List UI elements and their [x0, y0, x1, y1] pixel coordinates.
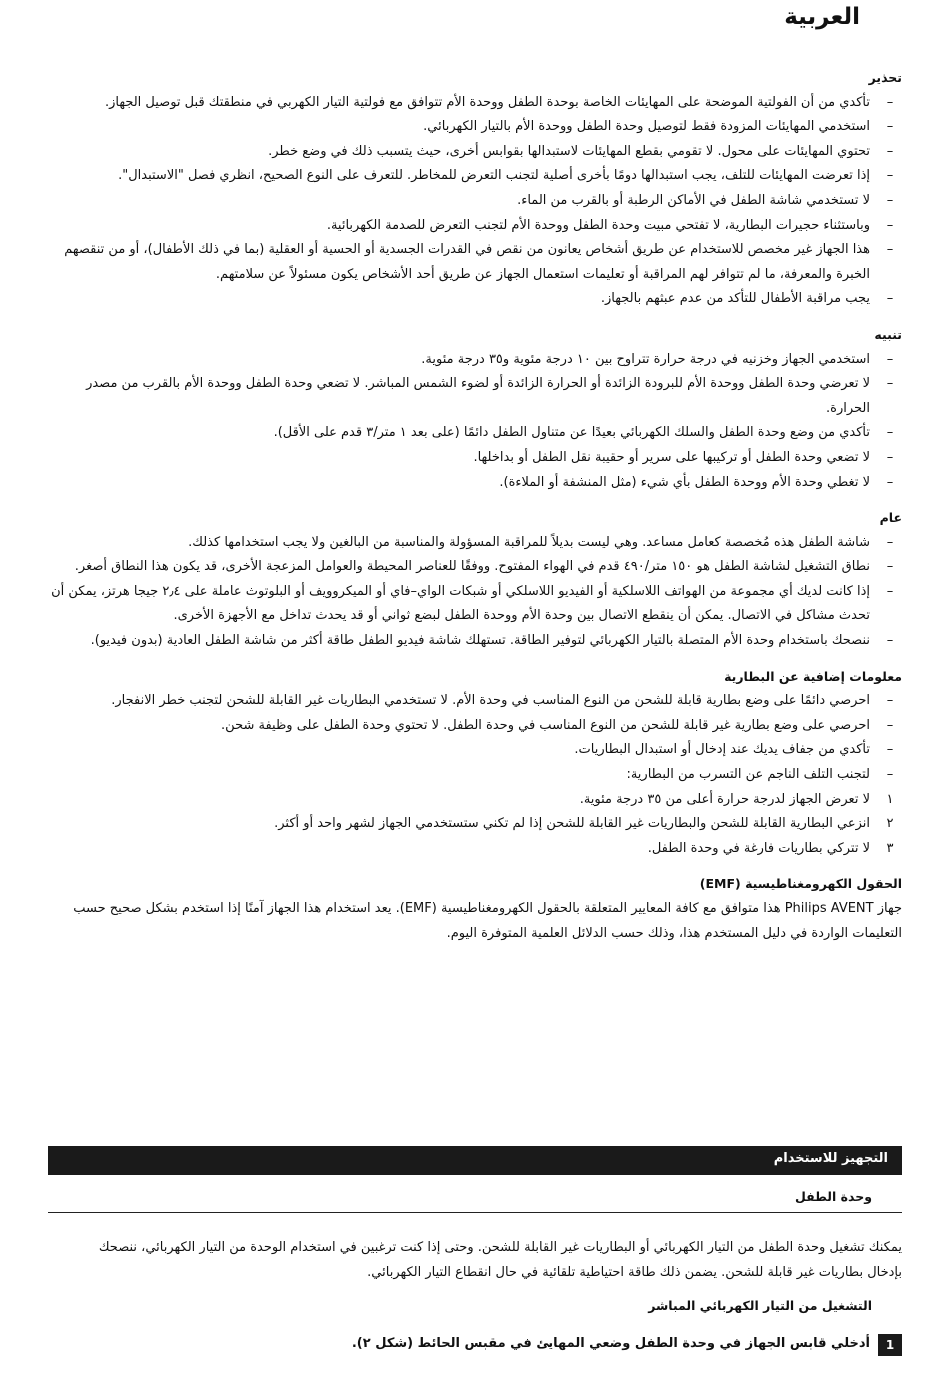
subheading-mains-power: التشغيل من التيار الكهربائي المباشر: [648, 1298, 872, 1313]
list-item: [47, 555, 902, 580]
list-item: [47, 763, 902, 788]
warning-list: [47, 91, 902, 312]
list-item: [47, 164, 902, 189]
list-item-text: تحتوي المهايئات على محول. لا تقومي بقطع المهايئات لاستبدالها بقوابس أخرى، حيث يتسبب ذلك في وضع خطر.: [268, 143, 870, 159]
list-marker: –: [886, 351, 894, 367]
battery-list: [47, 689, 902, 861]
list-item-text: لا تغطي وحدة الأم ووحدة الطفل بأي شيء (مثل المنشفة أو الملاءة).: [499, 474, 870, 490]
list-marker: –: [886, 217, 894, 233]
list-item-text: إذا كانت لديك أي مجموعة من الهواتف اللاسلكية أو الفيديو اللاسلكي أو شبكات الواي–فاي أو الميكروويف أو البلوتوث عاملة على ٢٫٤ جيجا هرتز، يمكن أن تحدث مشاكل في الاتصال. يمكن أن ينقطع الاتصال بين وحدة الأم ووحدة الطفل لبضع ثواني أو قد يحدث تداخل مع الأجهزة الأخرى.: [51, 583, 870, 624]
list-marker: –: [886, 717, 894, 733]
safety-content: [47, 66, 902, 958]
list-item-text: احرصي دائمًا على وضع بطارية قابلة للشحن من النوع المناسب في وحدة الأم. لا تستخدمي البطاريات غير القابلة للشحن لتجنب خطر الانفجار.: [111, 693, 870, 709]
list-marker: –: [886, 474, 894, 490]
subheading-baby-unit: وحدة الطفل: [794, 1189, 872, 1204]
list-item: [47, 446, 902, 471]
list-item-text: هذا الجهاز غير مخصص للاستخدام عن طريق أشخاص يعانون من نقص في القدرات الجسدية أو الحسية أو العقلية (بما في ذلك الأطفال)، أو من تنقصهم الخبرة والمعرفة، ما لم تتوافر لهم المراقبة أو تعليمات استعمال الجهاز عن طريق أحد الأشخاص يكون مسئولاً عن سلامتهم.: [64, 242, 870, 282]
list-marker: –: [886, 94, 894, 110]
general-list: [47, 531, 902, 654]
list-marker: ٢: [886, 816, 894, 832]
list-item: [47, 214, 902, 239]
list-marker: ١: [886, 791, 894, 807]
list-item: [47, 837, 902, 862]
language-title: العربية: [784, 4, 860, 30]
list-marker: –: [886, 559, 894, 575]
list-item-text: لتجنب التلف الناجم عن التسرب من البطارية:: [626, 767, 870, 783]
caution-list: [47, 348, 902, 496]
list-item-text: استخدمي الجهاز وخزنيه في درجة حرارة تتراوح بين ١٠ درجة مئوية و٣٥ درجة مئوية.: [421, 351, 870, 367]
list-marker: ٣: [886, 840, 894, 856]
list-item-text: استخدمي المهايئات المزودة فقط لتوصيل وحدة الطفل ووحدة الأم بالتيار الكهربائي.: [423, 119, 870, 135]
list-item-text: يجب مراقبة الأطفال للتأكد من عدم عبثهم بالجهاز.: [600, 291, 870, 307]
list-item: [47, 788, 902, 813]
list-item-text: إذا تعرضت المهايئات للتلف، يجب استبدالها دومًا بأخرى أصلية لتجنب التعرض للمخاطر. للتعرف على النوع الصحيح، انظري فصل "الاستبدال".: [118, 168, 870, 184]
list-item: [47, 738, 902, 763]
list-item: [47, 580, 902, 629]
list-marker: –: [886, 291, 894, 307]
list-item: [47, 140, 902, 165]
step-text: أدخلي قابس الجهاز في وحدة الطفل وضعي المهايئ في مقبس الحائط (شكل ٢).: [351, 1336, 870, 1351]
baby-unit-paragraph: يمكنك تشغيل وحدة الطفل من التيار الكهربائي أو البطاريات غير القابلة للشحن. وحتى إذا كنت ترغبين في استخدام الوحدة من التيار الكهربائي، ننصحك بإدخال بطاريات غير قابلة للشحن. يضمن ذلك طاقة احتياطية تلقائية في حال انقطاع التيار الكهربائي.: [98, 1240, 902, 1280]
list-marker: –: [886, 767, 894, 783]
list-item-text: تأكدي من جفاف يديك عند إدخال أو استبدال البطاريات.: [574, 742, 870, 758]
list-item-text: شاشة الطفل هذه مُخصصة كعامل مساعد. وهي ليست بديلاً للمراقبة المسؤولة والمناسبة من البالغين ولا يجب استخدامها كذلك.: [188, 534, 870, 550]
list-item-text: نطاق التشغيل لشاشة الطفل هو ١٥٠ متر/٤٩٠ قدم في الهواء المفتوح. ووفقًا للعناصر المحيطة والعوامل المزعجة الأخرى، قد يكون هذا النطاق أصغر.: [74, 559, 870, 575]
list-item-text: احرصي على وضع بطارية غير قابلة للشحن من النوع المناسب في وحدة الطفل. لا تحتوي وحدة الطفل على وظيفة شحن.: [221, 717, 870, 733]
list-item-text: تأكدي من وضع وحدة الطفل والسلك الكهربائي بعيدًا عن متناول الطفل دائمًا (على بعد ١ متر/٣ قدم على الأقل).: [273, 425, 870, 441]
list-item-text: لا تتركي بطاريات فارغة في وحدة الطفل.: [647, 840, 870, 856]
list-marker: –: [886, 192, 894, 208]
list-marker: –: [886, 583, 894, 599]
list-item-text: تأكدي من أن الفولتية الموضحة على المهايئات الخاصة بوحدة الطفل ووحدة الأم تتوافق مع فولتية التيار الكهربي في منطقتك قبل توصيل الجهاز.: [104, 94, 870, 110]
list-marker: –: [886, 242, 894, 258]
list-item: [47, 91, 902, 116]
list-marker: –: [886, 693, 894, 709]
list-marker: –: [886, 376, 894, 392]
step-number-badge: 1: [878, 1334, 902, 1356]
list-item: [47, 115, 902, 140]
list-item: [47, 287, 902, 312]
list-item: [47, 714, 902, 739]
list-item: [47, 471, 902, 496]
list-item-text: انزعي البطارية القابلة للشحن والبطاريات غير القابلة للشحن إذا لم تكني ستستخدمي الجهاز لشهر واحد أو أكثر.: [274, 816, 870, 832]
list-item: [47, 372, 902, 421]
list-marker: –: [886, 425, 894, 441]
list-item: [47, 812, 902, 837]
list-item-text: لا تعرض الجهاز لدرجة حرارة أعلى من ٣٥ درجة مئوية.: [579, 791, 870, 807]
band-title: التجهيز للاستخدام: [773, 1151, 888, 1166]
section-heading-battery-info: معلومات إضافية عن البطارية: [724, 668, 902, 684]
list-item: [47, 629, 902, 654]
list-item-text: لا تعرضي وحدة الطفل ووحدة الأم للبرودة الزائدة أو الحرارة الزائدة أو لضوء الشمس المباشر. لا تضعي وحدة الطفل ووحدة الأم بالقرب من مصدر الحرارة.: [86, 376, 870, 416]
section-heading-warning: تحذير: [868, 70, 902, 85]
list-item-text: وباستثناء حجيرات البطارية، لا تفتحي مبيت وحدة الطفل ووحدة الأم لتجنب التعرض للصدمة الكهربائية.: [326, 217, 870, 233]
list-marker: –: [886, 119, 894, 135]
list-item: [47, 421, 902, 446]
list-item-text: ننصحك باستخدام وحدة الأم المتصلة بالتيار الكهربائي لتوفير الطاقة. تستهلك شاشة فيديو الطفل طاقة أكثر من شاشة الطفل العادية (بدون فيديو).: [90, 633, 870, 649]
list-marker: –: [886, 449, 894, 465]
list-marker: –: [886, 742, 894, 758]
list-item: [47, 238, 902, 287]
divider: [48, 1212, 902, 1213]
list-marker: –: [886, 534, 894, 550]
list-marker: –: [886, 168, 894, 184]
list-item: [47, 189, 902, 214]
list-item-text: لا تستخدمي شاشة الطفل في الأماكن الرطبة أو بالقرب من الماء.: [517, 192, 870, 208]
section-heading-emf: الحقول الكهرومغناطيسية (EMF): [699, 876, 902, 892]
list-marker: –: [886, 143, 894, 159]
list-item: [47, 348, 902, 373]
list-item: [47, 531, 902, 556]
section-band: [48, 1146, 902, 1175]
list-item: [47, 689, 902, 714]
list-marker: –: [886, 633, 894, 649]
section-heading-caution: تنبيه: [874, 326, 902, 342]
emf-paragraph: جهاز Philips AVENT هذا متوافق مع كافة المعايير المتعلقة بالحقول الكهرومغناطيسية (EMF). يعد استخدام هذا الجهاز آمنًا إذا استخدم بشكل صحيح حسب التعليمات الواردة في دليل المستخدم هذا، وذلك حسب الدلائل العلمية المتوفرة اليوم.: [73, 901, 902, 941]
list-item-text: لا تضعي وحدة الطفل أو تركيبها على سرير أو حقيبة نقل الطفل أو بداخلها.: [473, 449, 870, 465]
section-heading-general: عام: [879, 510, 902, 526]
